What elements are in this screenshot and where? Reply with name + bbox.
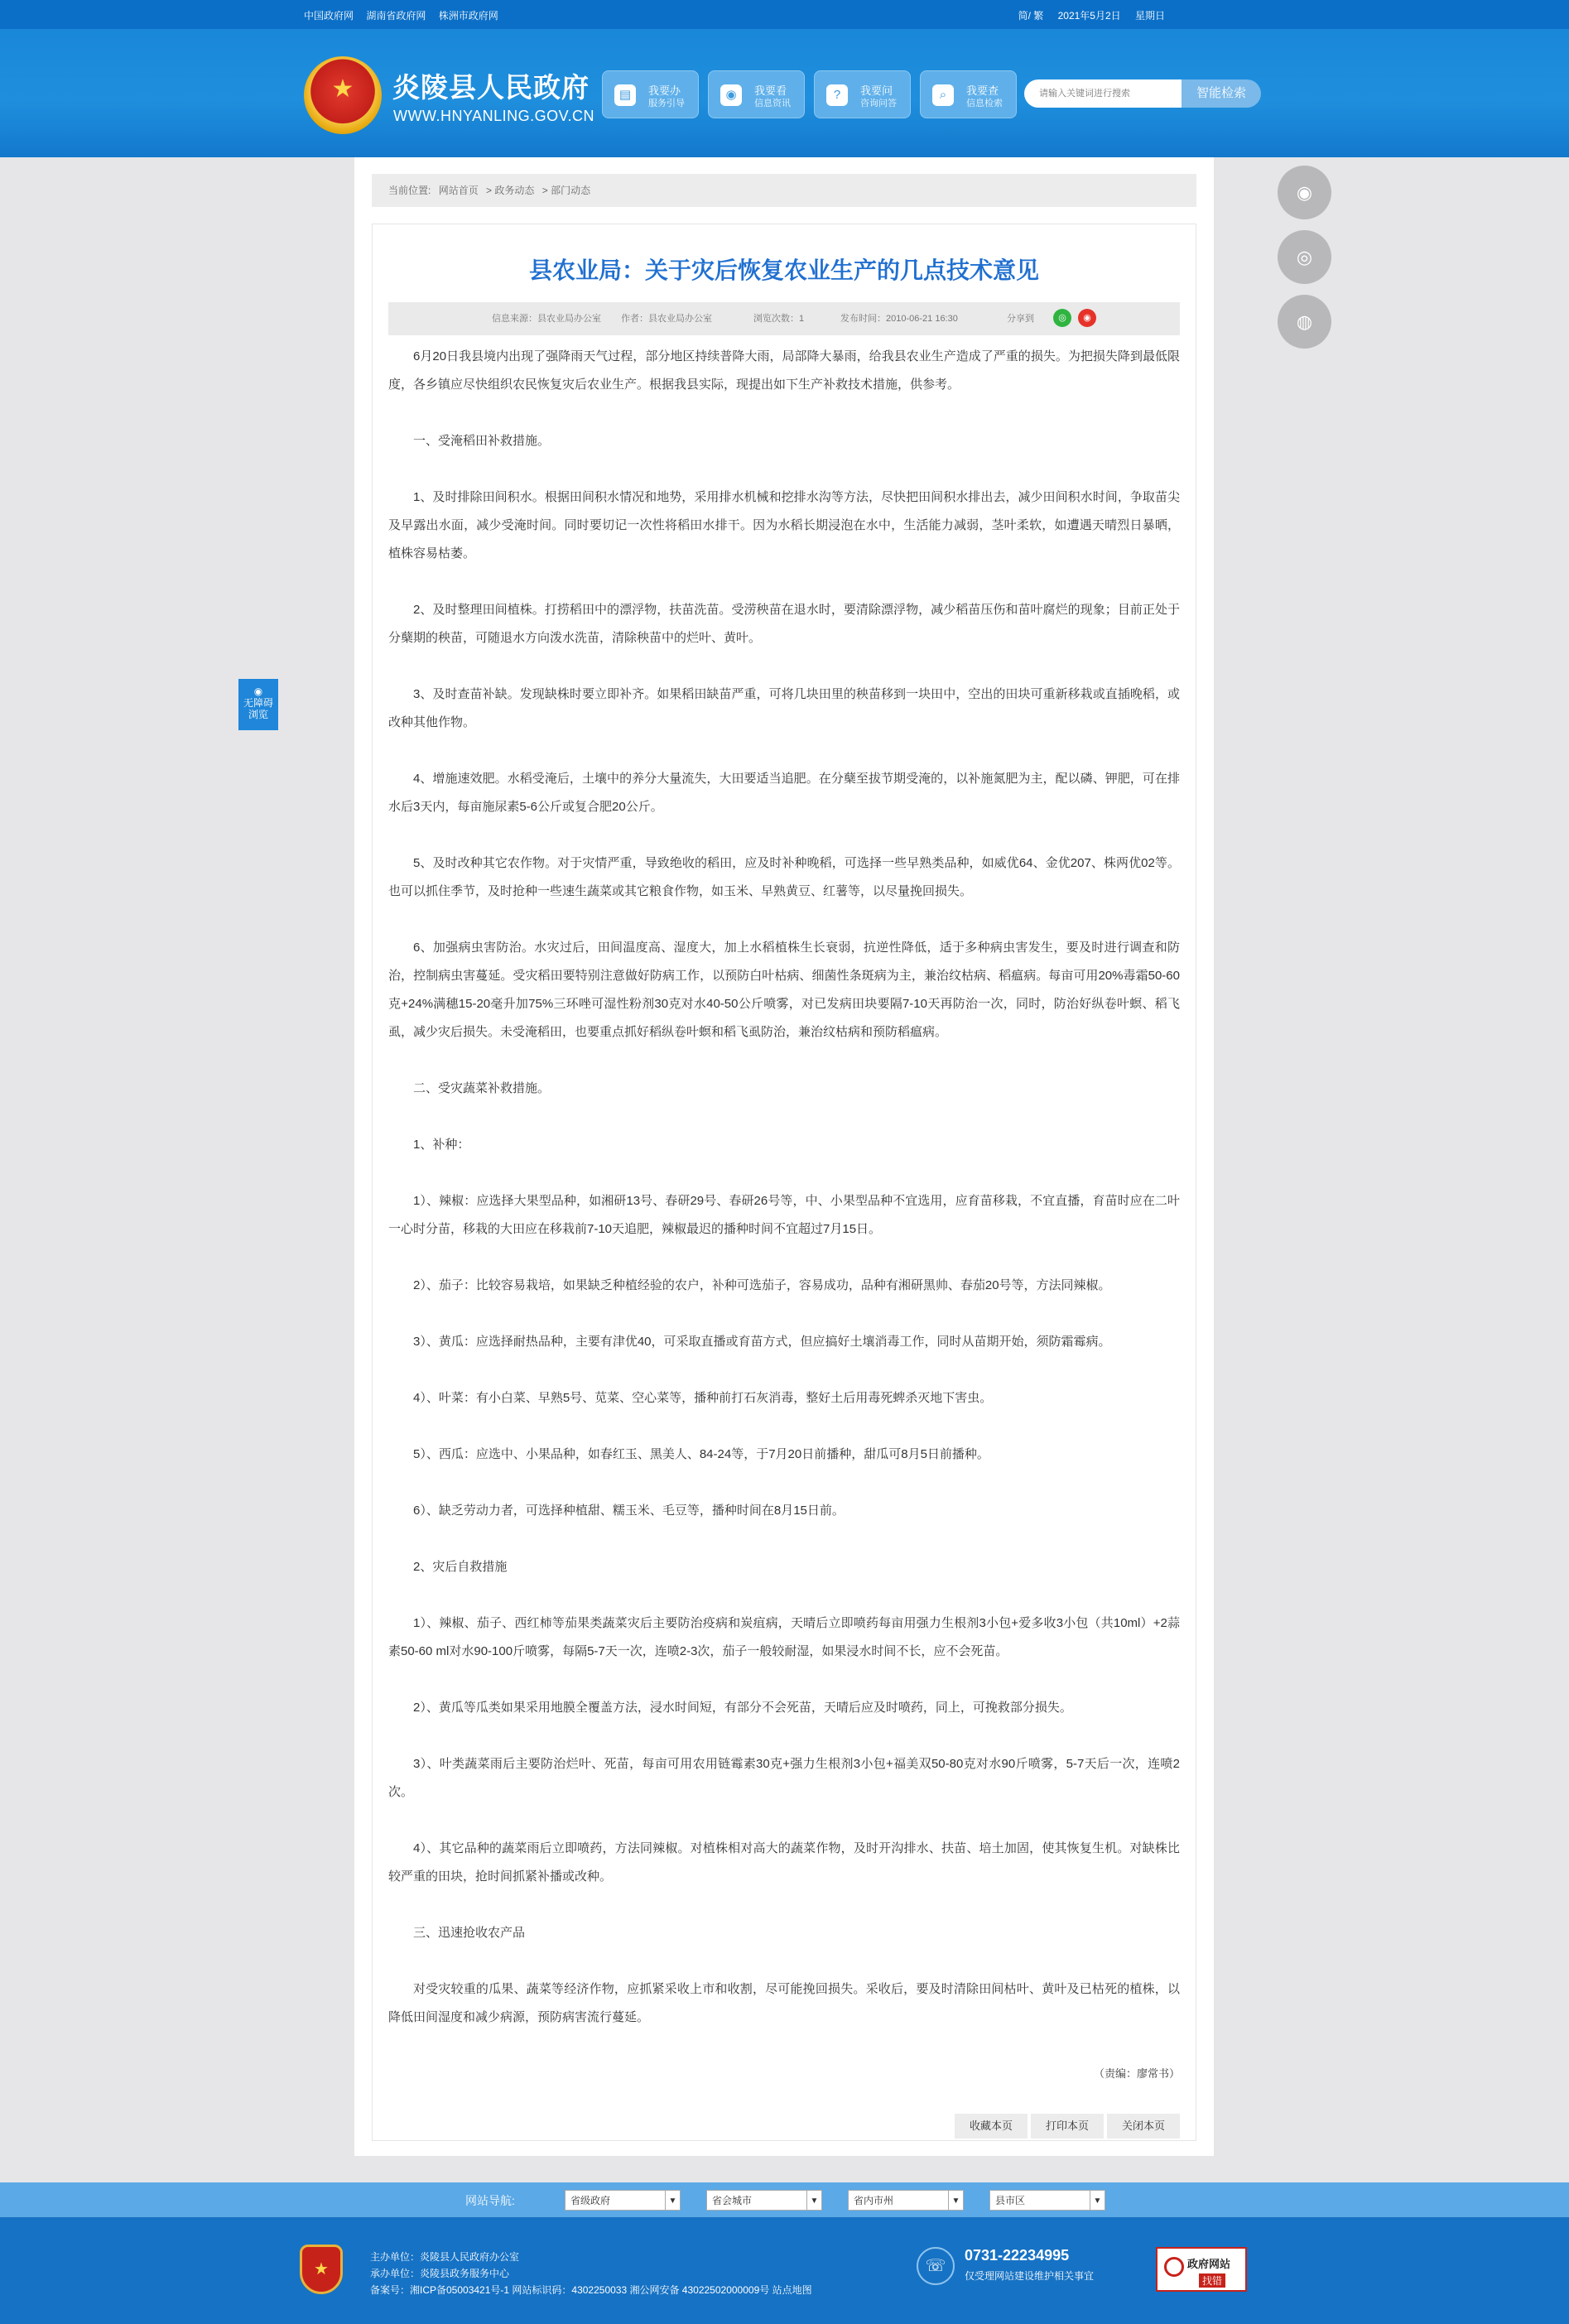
party-gov-badge[interactable]: ★ [300,2245,343,2294]
nav-ask-button[interactable] [814,70,911,118]
article-paragraph: 1、及时排除田间积水。根据田间积水情况和地势，采用排水机械和挖排水沟等方法，尽快把田间积水排出去，减少田间积水时间，争取苗尖及早露出水面，减少受淹时间。同时要切记一次性将稻田水排干。因为水稻长期浸泡在水中，生活能力减弱，茎叶柔软，如遭遇天晴烈日暴晒，植株容易枯萎。 [388,490,1180,561]
article-body [388,343,1180,2088]
footer-phone: 0731-22234995 [965,2247,1070,2264]
meta-published: 发布时间：2010-06-21 16:30 [840,314,958,324]
article-paragraph: 6）、缺乏劳动力者，可选择种植甜、糯玉米、毛豆等，播种时间在8月15日前。 [413,1504,845,1518]
article-paragraph: 1）、辣椒、茄子、西红柿等茄果类蔬菜灾后主要防治疫病和炭疽病，天晴后立即喷药每亩用强力生根剂3小包+爱多收3小包（共10ml）+2蒜素50-60 ml对水90-100斤喷雾，每隔5-7天一次，连喷2-3次，茄子一般较耐湿，如果浸水时间不长，应不会死苗。 [388,1616,1180,1658]
meta-share-label: 分享到 [1007,314,1034,324]
site-url: WWW.HNYANLING.GOV.CN [393,108,595,124]
breadcrumb [372,174,1196,207]
article-paragraph: 二、受灾蔬菜补救措施。 [413,1081,551,1095]
weibo-icon[interactable]: ◍ [1278,295,1331,349]
article-title: 县农业局：关于灾后恢复农业生产的几点技术意见 [528,257,1039,283]
article-paragraph: 4）、叶菜：有小白菜、早熟5号、苋菜、空心菜等，播种前打石灰消毒，整好土后用毒死蜱杀灭地下害虫。 [413,1391,993,1405]
article-paragraph: 对受灾较重的瓜果、蔬菜等经济作物，应抓紧采收上市和收割，尽可能挽回损失。采收后，要及时清除田间枯叶、黄叶及已枯死的植株，以降低田间湿度和减少病源，预防病害流行蔓延。 [388,1982,1180,2024]
nav-sub: 信息资讯 [754,99,791,108]
search-button[interactable]: 智能检索 [1182,79,1261,108]
share-weibo-icon[interactable]: ◉ [1078,309,1096,327]
article-paragraph: 5、及时改种其它农作物。对于灾情严重，导致绝收的稻田，应及时补种晚稻，可选择一些早熟类品种，如威优64、金优207、株两优02等。也可以抓住季节，及时抢种一些速生蔬菜或其它粮食作物，如玉米、早熟黄豆、红薯等，以尽量挽回损失。 [388,856,1180,898]
article-paragraph: 一、受淹稻田补救措施。 [413,434,551,448]
breadcrumb-news[interactable]: > 政务动态 [486,185,535,196]
nav-title: 我要看 [754,84,787,97]
nav-title: 我要查 [966,84,999,97]
eye-icon[interactable]: ◉ [1278,166,1331,219]
current-date: 2021年5月2日 [1057,10,1121,22]
nav-title: 我要办 [648,84,681,97]
chevron-down-icon: ▼ [665,2191,680,2210]
select-value: 省会城市 [712,2195,753,2206]
article-paragraph: 2、灾后自救措施 [413,1560,508,1574]
meta-source: 信息来源：县农业局办公室 [492,314,601,324]
select-value: 省内市州 [854,2195,894,2206]
nav-service-button[interactable] [602,70,699,118]
nav-news-button[interactable] [708,70,805,118]
print-button[interactable]: 打印本页 [1031,2114,1104,2139]
gov-site-error-report-button[interactable] [1156,2247,1247,2292]
site-name[interactable]: 炎陵县人民政府 [392,72,590,103]
question-icon: ? [826,84,848,106]
article-paragraph: 6月20日我县境内出现了强降雨天气过程，部分地区持续普降大雨，局部降大暴雨，给我县农业生产造成了严重的损失。为把损失降到最低限度，各乡镇应尽快组织农民恢复灾后农业生产。根据我县实际，现提出如下生产补救技术措施，供参考。 [388,349,1180,392]
accessibility-button[interactable] [238,679,278,730]
a11y-label-1: 无障碍 [243,697,273,709]
article-editor: （责编：廖常书） [1093,2067,1180,2080]
nav-sub: 咨询问答 [860,99,897,108]
footer-nav-label: 网站导航: [465,2194,515,2207]
footer-phone-note: 仅受理网站建设维护相关事宜 [965,2270,1095,2282]
article-paragraph: 6、加强病虫害防治。水灾过后，田间温度高、湿度大，加上水稻植株生长衰弱，抗逆性降低，适于多种病虫害发生，要及时进行调查和防治，控制病虫害蔓延。受灾稻田要特别注意做好防病工作，以预防白叶枯病、细菌性条斑病为主，兼治纹枯病、稻瘟病。每亩可用20%毒霜50-60克+24%满穗15-20毫升加75%三环唑可湿性粉剂30克对水40-50公斤喷雾，对已发病田块要隔7-10天再防治一次，同时，防治好纵卷叶螟、稻飞虱，减少灾后损失。未受淹稻田，也要重点抓好稻纵卷叶螟和稻飞虱防治，兼治纹枯病和预防稻瘟病。 [388,941,1180,1039]
site-footer [0,2217,1569,2324]
article-paragraph: 三、迅速抢收农产品 [413,1926,526,1940]
select-value: 县市区 [995,2195,1026,2206]
article-paragraph: 2）、黄瓜等瓜类如果采用地膜全覆盖方法，浸水时间短，有部分不会死苗，天晴后应及时喷药，同上，可挽救部分损失。 [413,1701,1072,1715]
share-wechat-icon[interactable]: ◎ [1053,309,1071,327]
select-counties[interactable] [989,2190,1105,2211]
wechat-icon[interactable]: ◎ [1278,230,1331,284]
gov-logo-top: 政府网站 [1187,2258,1231,2270]
national-emblem-icon: ★ [304,56,382,134]
meta-author: 作者：县农业局办公室 [621,314,712,324]
footer-record: 备案号：湘ICP备05003421号-1 网站标识码：4302250033 湘公网安备 43022502000009号 站点地图 [370,2284,812,2296]
breadcrumb-label: 当前位置: [388,185,431,196]
eye-icon: ◉ [253,686,263,697]
phone-icon: ☏ [917,2247,955,2285]
select-provincial-gov[interactable] [565,2190,681,2211]
magnifier-icon [1164,2257,1184,2277]
select-value: 省级政府 [570,2195,611,2206]
favorite-button[interactable]: 收藏本页 [955,2114,1028,2139]
article-paragraph: 3）、黄瓜：应选择耐热品种，主要有津优40，可采取直播或育苗方式，但应搞好土壤消毒工作，同时从苗期开始，须防霜霉病。 [413,1335,1111,1349]
article-paragraph: 5）、西瓜：应选中、小果品种，如春红玉、黑美人、84-24等，于7月20日前播种，甜瓜可8月5日前播种。 [413,1447,989,1461]
eye-icon: ◉ [720,84,742,106]
gov-logo-bottom: 找错 [1199,2273,1225,2288]
breadcrumb-home[interactable]: 网站首页 [438,185,479,196]
breadcrumb-dept[interactable]: > 部门动态 [541,185,591,196]
search-icon: ⌕ [932,84,954,106]
nav-title: 我要问 [860,84,893,97]
article-paragraph: 2）、茄子：比较容易栽培，如果缺乏种植经验的农户，补种可选茄子，容易成功，品种有湘研黑帅、春茄20号等，方法同辣椒。 [413,1278,1111,1292]
article-paragraph: 2、及时整理田间植株。打捞稻田中的漂浮物，扶苗洗苗。受涝秧苗在退水时，要清除漂浮物，减少稻苗压伤和苗叶腐烂的现象；目前正处于分蘖期的秧苗，可随退水方向泼水洗苗，清除秧苗中的烂叶、黄叶。 [388,603,1180,645]
current-weekday: 星期日 [1134,10,1165,22]
select-prefectures[interactable] [848,2190,964,2211]
a11y-label-2: 浏览 [248,709,268,720]
chevron-down-icon: ▼ [806,2191,821,2210]
article-paragraph: 3、及时查苗补缺。发现缺株时要立即补齐。如果稻田缺苗严重，可将几块田里的秧苗移到一块田中，空出的田块可重新移栽或直插晚稻，或改种其他作物。 [388,687,1180,729]
article-paragraph: 4）、其它品种的蔬菜雨后立即喷药，方法同辣椒。对植株相对高大的蔬菜作物，及时开沟排水、扶苗、培土加固，使其恢复生机。对缺株比较严重的田块，抢时间抓紧补播或改种。 [388,1841,1180,1884]
link-central-gov[interactable]: 中国政府网 [304,10,354,22]
article-paragraph: 1）、辣椒：应选择大果型品种，如湘研13号、春研29号、春研26号等，中、小果型品种不宜选用，应育苗移栽，不宜直播，育苗时应在二叶一心时分苗，移栽的大田应在移栽前7-10天追肥，辣椒最迟的播种时间不宜超过7月15日。 [388,1194,1180,1236]
close-page-button[interactable]: 关闭本页 [1107,2114,1180,2139]
footer-organizer: 承办单位：炎陵县政务服务中心 [370,2268,510,2279]
nav-sub: 服务引导 [648,99,685,108]
article-paragraph: 3）、叶类蔬菜雨后主要防治烂叶、死苗，每亩可用农用链霉素30克+强力生根剂3小包+福美双50-80克对水90斤喷雾，5-7天后一次，连喷2次。 [388,1757,1180,1799]
top-bar [0,0,1569,29]
nav-sub: 信息检索 [966,99,1003,108]
footer-nav [0,2182,1569,2217]
select-capital-cities[interactable] [706,2190,822,2211]
link-zhuzhou-gov[interactable]: 株洲市政府网 [438,10,498,22]
footer-host: 主办单位：炎陵县人民政府办公室 [370,2251,520,2263]
footer-info [370,2249,812,2298]
meta-views: 浏览次数：1 [753,314,805,324]
nav-search-button[interactable] [920,70,1017,118]
article-paragraph: 4、增施速效肥。水稻受淹后，土壤中的养分大量流失，大田要适当追肥。在分蘖至拔节期受淹的，以补施氮肥为主，配以磷、钾肥，可在排水后3天内，每亩施尿素5-6公斤或复合肥20公斤。 [388,772,1180,814]
site-header [0,29,1569,157]
lang-switch[interactable]: 简/ 繁 [1018,10,1044,22]
chevron-down-icon: ▼ [948,2191,963,2210]
chevron-down-icon: ▼ [1090,2191,1105,2210]
document-icon: ▤ [614,84,636,106]
article-paragraph: 1、补种： [413,1138,470,1152]
link-hunan-gov[interactable]: 湖南省政府网 [366,10,426,22]
top-links [304,8,508,22]
search-input[interactable] [1024,79,1182,108]
